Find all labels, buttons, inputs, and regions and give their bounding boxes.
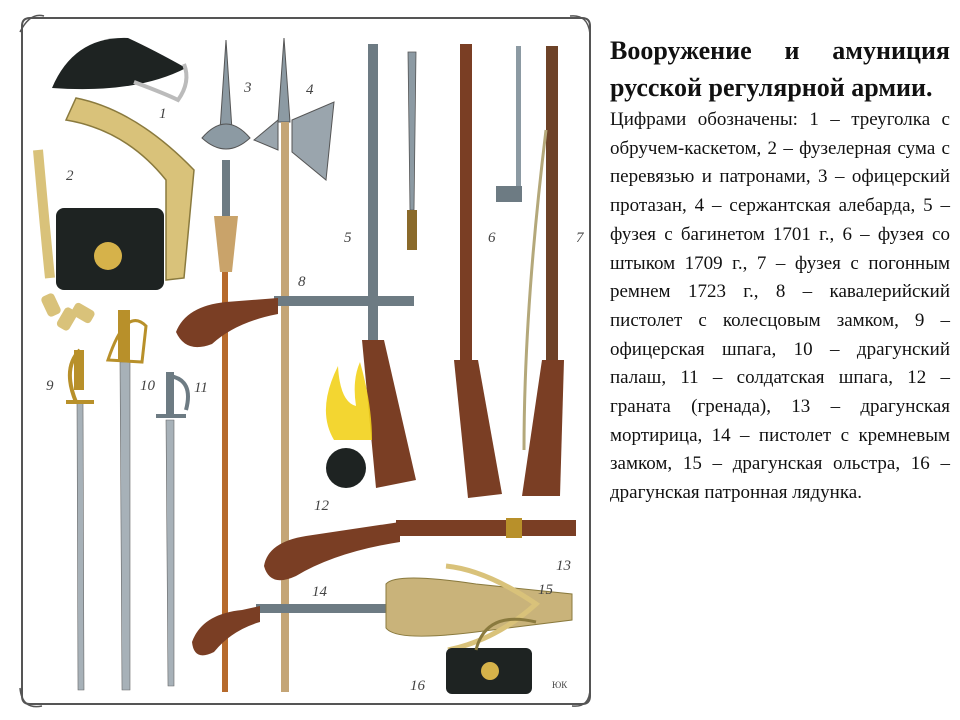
item-number-11: 11 [194,380,208,396]
officer-sword-illustration [66,350,94,690]
page-title: Вооружение и амуниция русской регулярной армии. [610,36,950,102]
cartridge-pouch-illustration [38,98,194,332]
item-number-3: 3 [244,80,252,96]
item-number-4: 4 [306,82,314,98]
item-number-1: 1 [159,106,167,122]
grenade-illustration [326,362,372,488]
item-number-12: 12 [314,498,329,514]
item-number-6: 6 [488,230,496,246]
tricorne-hat-illustration [52,38,186,100]
item-number-10: 10 [140,378,155,394]
dragoon-mortar-illustration [264,518,576,580]
item-caption: Цифрами обозначены: 1 – треуголка с обручем-каскетом, 2 – фузелерная сума с перевязью и патронами, 3 – офицерский протазан, 4 – сержантская алебарда, 5 – фузея с багинетом 1701 г., 6 – фузея со штыком 1709 г., 7 – фузея с погонным ремнем 1723 г., 8 – кавалерийский пистолет с колесцовым замком, 9 – офицерская шпага, 10 – драгунский палаш, 11 – солдатская шпага, 12 – граната (гренада), 13 – драгунская мортирица, 14 – пистолет с кремневым замком, 15 – драгунская ольстра, 16 – драгунская патронная лядунка. [610,109,950,504]
artist-signature: ЮК [552,680,568,690]
item-number-9: 9 [46,378,54,394]
wheellock-pistol-illustration [176,296,414,347]
fusee-1709-illustration [454,44,522,498]
broadsword-illustration [108,310,146,690]
item-number-15: 15 [538,582,553,598]
item-number-8: 8 [298,274,306,290]
description-panel [610,32,950,508]
holster-illustration [386,566,572,650]
partisan-illustration [202,40,250,692]
item-number-5: 5 [344,230,352,246]
item-number-7: 7 [576,230,584,246]
illustration-plate [16,10,596,712]
soldier-sword-illustration [156,372,188,686]
fusee-1723-illustration [522,46,564,496]
item-number-14: 14 [312,584,327,600]
item-number-2: 2 [66,168,74,184]
item-number-16: 16 [410,678,425,694]
item-number-13: 13 [556,558,571,574]
